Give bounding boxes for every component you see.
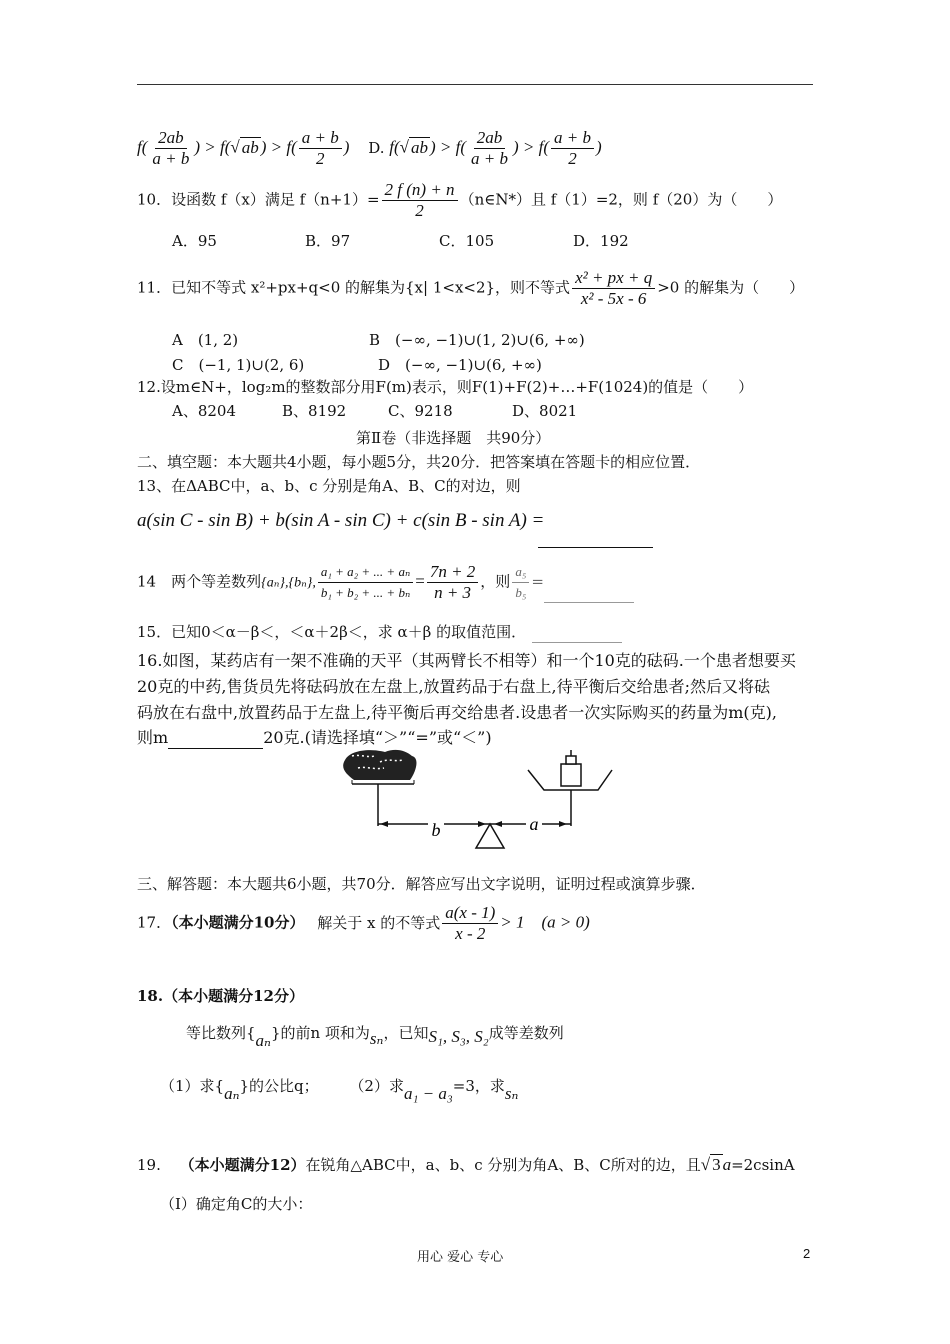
right-pan-with-weight <box>528 750 612 826</box>
question-19: 19. （本小题满分12）在锐角△ABC中，a、b、c 分别为角A、B、C所对的边，且√ 3 a=2csinA <box>137 1155 795 1174</box>
footer-slogan: 用心 爱心 专心 <box>417 1250 504 1265</box>
part2-title: 第Ⅱ卷（非选择题 共90分） <box>356 429 551 447</box>
q16-line-4: 则m 20克.(请选择填“＞”“=”或“＜”) <box>137 728 492 747</box>
option-d-label: D. <box>368 138 385 157</box>
balance-figure <box>340 748 620 858</box>
question-11: 11．已知不等式 x²+px+q<0 的解集为{x| 1<x<2}，则不等式 $\frac{\text{x² + px + q}}{\text{x² - 5x - 6}}$ >0 的解集为（ ） <box>137 268 805 308</box>
q10-options: A．95 B．97 C．105 D．192 <box>172 232 629 250</box>
q12-options: A、8204 B、8192 C、9218 D、8021 <box>172 402 578 420</box>
page-number: 2 <box>803 1246 811 1261</box>
left-pan-with-medicine <box>343 750 416 784</box>
question-15: 15．已知0＜α－β＜，＜α＋2β＜，求 α＋β 的取值范围． <box>137 621 622 643</box>
q9-options: f( $\frac{2ab}{a + b}$ ) > f(√ ab ) > f( $\frac{a + b}{2}$ ) D. f(√ ab ) > f( $\frac{2ab}{a + b}$ ) > f( $\frac{a + b}{2}$ ) <box>137 128 602 168</box>
q13-expression: a(sin C - sin B) + b(sin A - sin C) + c(sin B - sin A) = <box>137 510 545 531</box>
question-12: 12.设m∈N+，log₂m的整数部分用F(m)表示，则F(1)+F(2)+…+F(1024)的值是（ ） <box>137 378 754 396</box>
q13-answer-blank <box>538 547 653 548</box>
q19-subquestion-1: （Ⅰ）确定角C的大小： <box>160 1195 313 1213</box>
question-17: 17．（本小题满分10分） 解关于 x 的不等式 $\frac{a(x - 1)}{x - 2}$ > 1 (a > 0) <box>137 903 590 943</box>
section3-heading: 三、解答题：本大题共6小题，共70分．解答应写出文字说明，证明过程或演算步骤． <box>137 875 706 893</box>
fulcrum <box>476 824 504 848</box>
question-14: 14 两个等差数列{aₙ},{bₙ}, $\frac{\text{a₁ + a₂ + ... + aₙ}}{\text{b₁ + b₂ + ... + bₙ}}$ = $\frac{7n + 2}{n + 3}$ ，则 $\frac{\text{a₅}}{\text{b₅}}$ = <box>137 562 634 603</box>
arm-label-a: a <box>529 814 539 834</box>
section2-heading: 二、填空题：本大题共4小题，每小题5分，共20分．把答案填在答题卡的相应位置． <box>137 453 701 471</box>
q18-parts: （1）求{aₙ}的公比q； （2）求a₁ − a₃=3，求sₙ <box>160 1077 519 1103</box>
question-13: 13、在ΔABC中，a、b、c 分别是角A、B、C的对边，则 <box>137 477 521 495</box>
q16-line-1: 16.如图，某药店有一架不准确的天平（其两臂长不相等）和一个10克的砝码.一个患者想要买 <box>137 651 796 670</box>
q16-line-3: 码放在右盘中,放置药品于左盘上,待平衡后再交给患者.设患者一次实际购买的药量为m(克), <box>137 703 778 722</box>
q18-statement: 等比数列{aₙ}的前n 项和为sₙ，已知S₁, S₃, S₂成等差数列 <box>186 1024 564 1050</box>
q11-options-row2: C (−1, 1)∪(2, 6) D (−∞, −1)∪(6, +∞) <box>172 356 542 374</box>
question-10: 10．设函数 f（x）满足 f（n+1）= $\frac{2 f (n) + n}{2}$ （n∈N*）且 f（1）=2，则 f（20）为（ ） <box>137 180 783 220</box>
arm-label-b: b <box>431 820 441 840</box>
q16-line-2: 20克的中药,售货员先将砝码放在左盘上,放置药品于右盘上,待平衡后交给患者;然后又将砝 <box>137 677 771 696</box>
q18-header: 18.（本小题满分12分） <box>137 987 304 1005</box>
q11-options-row1: A (1, 2) B (−∞, −1)∪(1, 2)∪(6, +∞) <box>172 331 585 349</box>
header-rule <box>137 84 813 85</box>
